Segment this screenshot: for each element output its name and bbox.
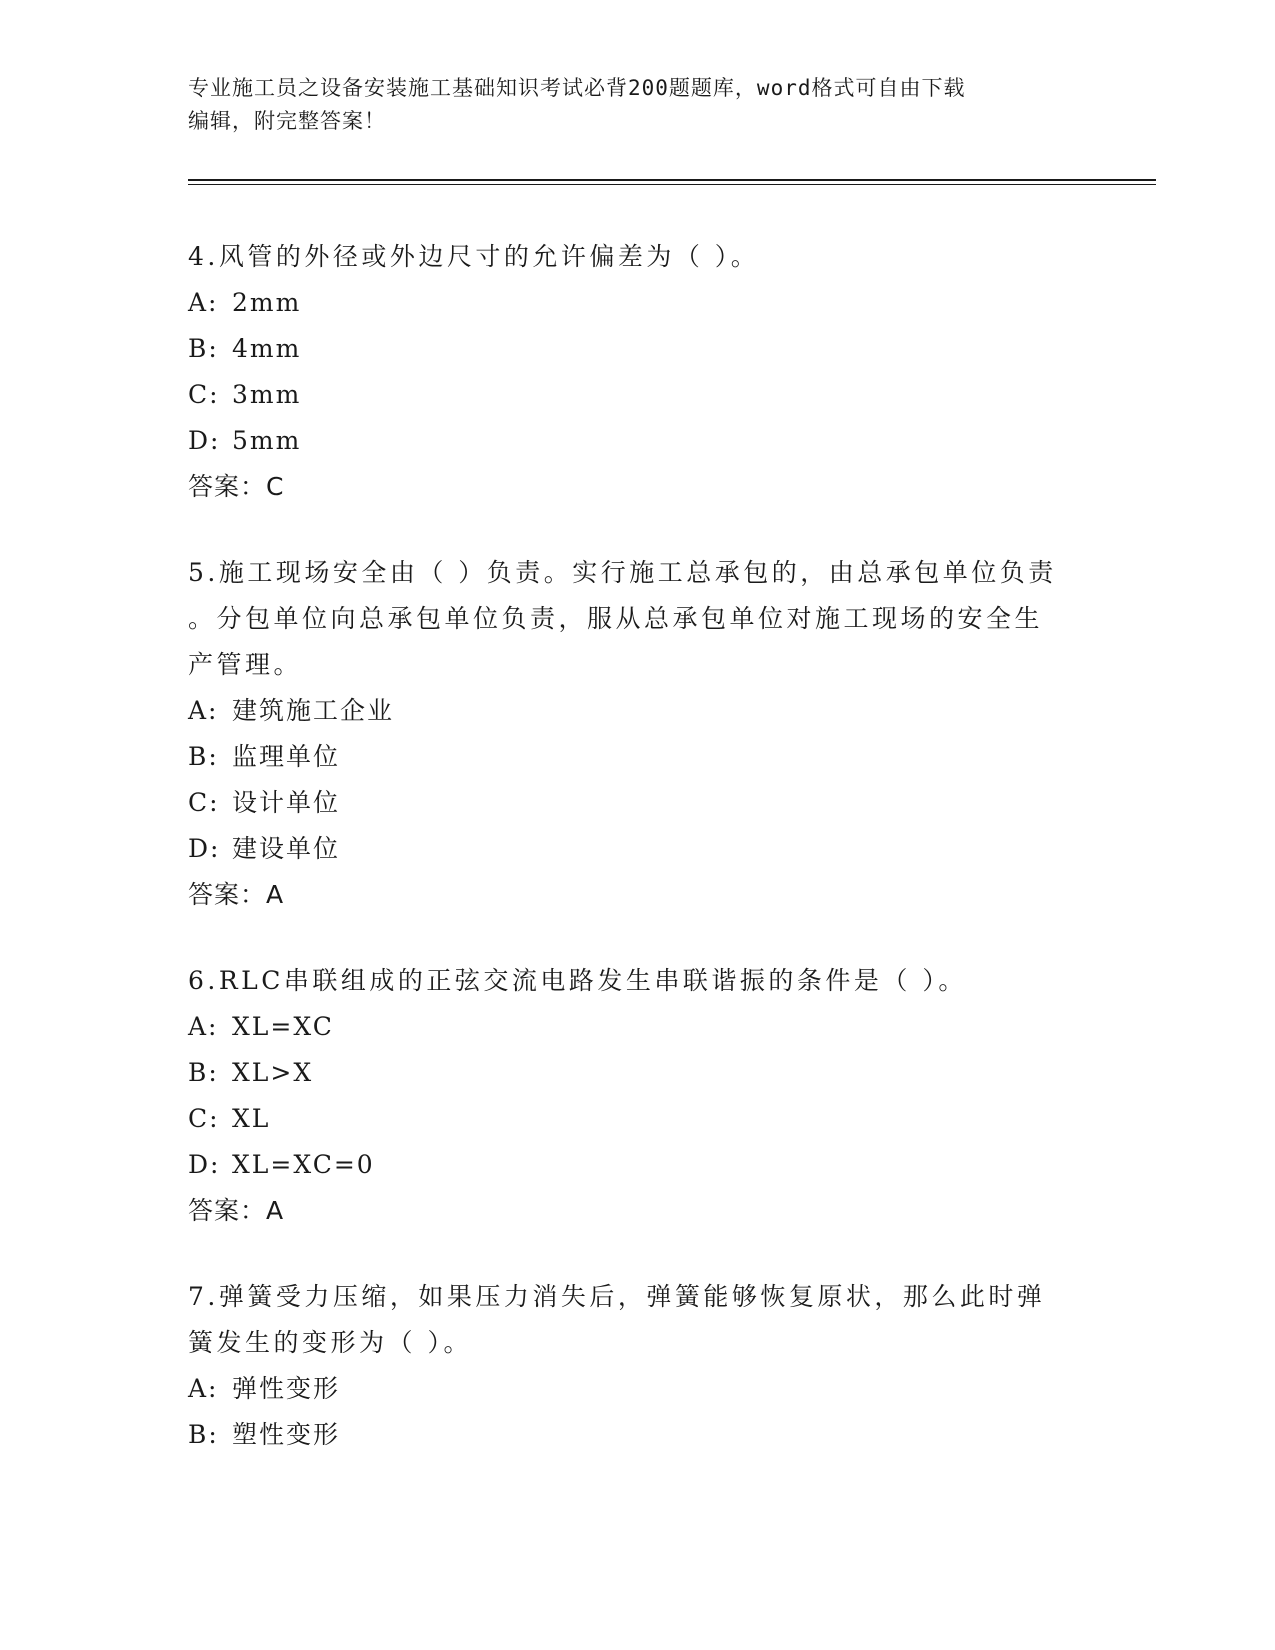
header-divider-thin	[188, 184, 1156, 185]
option-b: B: 塑性变形	[188, 1420, 341, 1449]
question-7	[188, 1274, 1088, 1458]
question-stem: 6.RLC串联组成的正弦交流电路发生串联谐振的条件是（ ）。	[188, 966, 967, 995]
option-c: C: XL	[188, 1104, 271, 1133]
option-c: C: 设计单位	[188, 788, 341, 817]
question-5	[188, 550, 1088, 918]
option-a: A: 2mm	[188, 288, 302, 317]
option-c: C: 3mm	[188, 380, 302, 409]
option-a: A: XL=XC	[188, 1012, 334, 1041]
option-d: D: 建设单位	[188, 834, 341, 863]
header-divider-thick	[188, 179, 1156, 181]
question-stem-line-2: 簧发生的变形为（ ）。	[188, 1328, 472, 1357]
option-a: A: 弹性变形	[188, 1374, 341, 1403]
question-stem-line-2: 。分包单位向总承包单位负责，服从总承包单位对施工现场的安全生	[188, 604, 1044, 633]
header-line-1: 专业施工员之设备安装施工基础知识考试必背200题题库，word格式可自由下载	[188, 76, 966, 100]
option-b: B: XL>X	[188, 1058, 314, 1087]
question-stem-line-1: 7.弹簧受力压缩，如果压力消失后，弹簧能够恢复原状，那么此时弹	[188, 1282, 1046, 1311]
option-b: B: 4mm	[188, 334, 302, 363]
question-stem-line-1: 5.施工现场安全由（ ）负责。实行施工总承包的，由总承包单位负责	[188, 558, 1057, 587]
question-6	[188, 958, 1088, 1234]
option-d: D: XL=XC=0	[188, 1150, 375, 1179]
header-line-2: 编辑，附完整答案！	[188, 109, 386, 133]
question-list	[188, 234, 1088, 1498]
question-stem: 4.风管的外径或外边尺寸的允许偏差为（ ）。	[188, 242, 760, 271]
option-d: D: 5mm	[188, 426, 302, 455]
option-a: A: 建筑施工企业	[188, 696, 395, 725]
question-4	[188, 234, 1088, 510]
document-header	[188, 72, 1088, 138]
answer-line: 答案：A	[188, 1196, 285, 1225]
option-b: B: 监理单位	[188, 742, 341, 771]
question-stem-line-3: 产管理。	[188, 650, 303, 679]
answer-line: 答案：A	[188, 880, 285, 909]
answer-line: 答案：C	[188, 472, 285, 501]
